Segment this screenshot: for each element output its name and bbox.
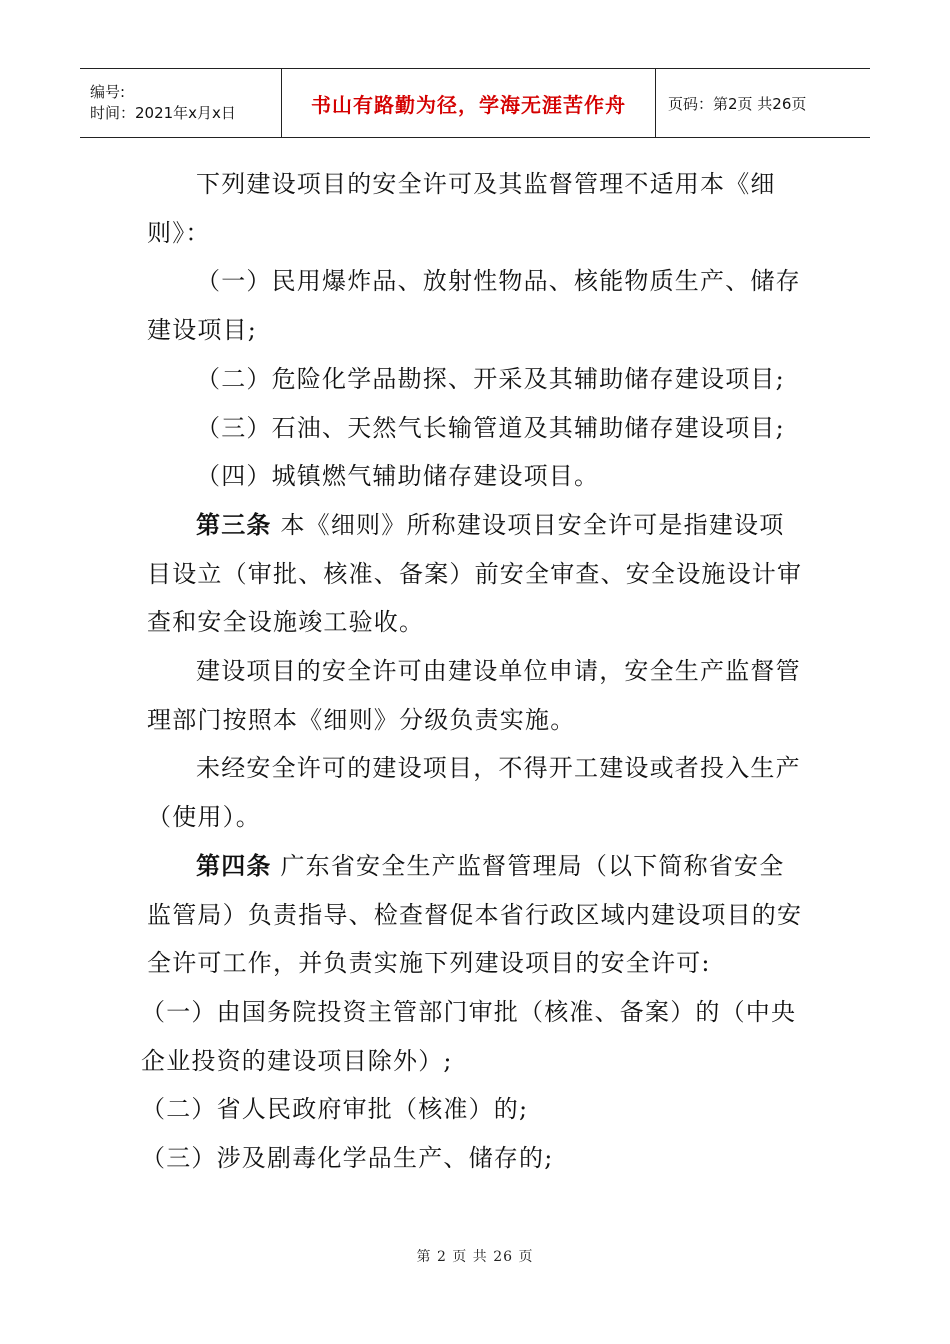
article-heading: 第四条 (196, 851, 272, 880)
paragraph: （一）民用爆炸品、放射性物品、核能物质生产、储存建设项目; (147, 267, 801, 345)
paragraph: （三）石油、天然气长输管道及其辅助储存建设项目; (196, 413, 785, 442)
article-heading: 第三条 (196, 510, 272, 539)
document-body (141, 160, 807, 1183)
article-4-paragraph (147, 842, 807, 988)
paragraph: （二）危险化学品勘探、开采及其辅助储存建设项目; (196, 364, 785, 393)
paragraph: 未经安全许可的建设项目，不得开工建设或者投入生产（使用）。 (147, 754, 801, 832)
page-header (80, 68, 870, 138)
footer-page-number: 第 2 页 共 26 页 (416, 1249, 534, 1265)
list-item: （三）涉及剧毒化学品生产、储存的; (141, 1144, 554, 1173)
list-item: （二）省人民政府审批（核准）的; (141, 1095, 529, 1124)
page-footer (0, 1246, 950, 1266)
paragraph: 建设项目的安全许可由建设单位申请，安全生产监督管理部门按照本《细则》分级负责实施。 (147, 657, 801, 734)
serial-number-label: 编号: (90, 83, 126, 101)
header-page-info (656, 69, 870, 137)
article-text: 广东省安全生产监督管理局（以下简称省安全监管局）负责指导、检查督促本省行政区域内建设项目的安全许可工作，并负责实施下列建设项目的安全许可: (147, 851, 803, 978)
article-text: 本《细则》所称建设项目安全许可是指建设项目设立（审批、核准、备案）前安全审查、安全设施设计审查和安全设施竣工验收。 (147, 510, 803, 637)
paragraph: （四）城镇燃气辅助储存建设项目。 (196, 462, 600, 491)
header-meta (80, 69, 282, 137)
paragraph: 下列建设项目的安全许可及其监督管理不适用本《细则》： (147, 170, 776, 247)
page-info-text: 页码：第2页 共26页 (668, 94, 807, 113)
date-label: 时间：2021年x月x日 (90, 104, 236, 122)
list-item: （一）由国务院投资主管部门审批（核准、备案）的（中央企业投资的建设项目除外）; (141, 997, 797, 1075)
header-motto (282, 69, 656, 137)
article-3-paragraph (147, 501, 807, 647)
motto-text: 书山有路勤为径，学海无涯苦作舟 (311, 92, 626, 117)
